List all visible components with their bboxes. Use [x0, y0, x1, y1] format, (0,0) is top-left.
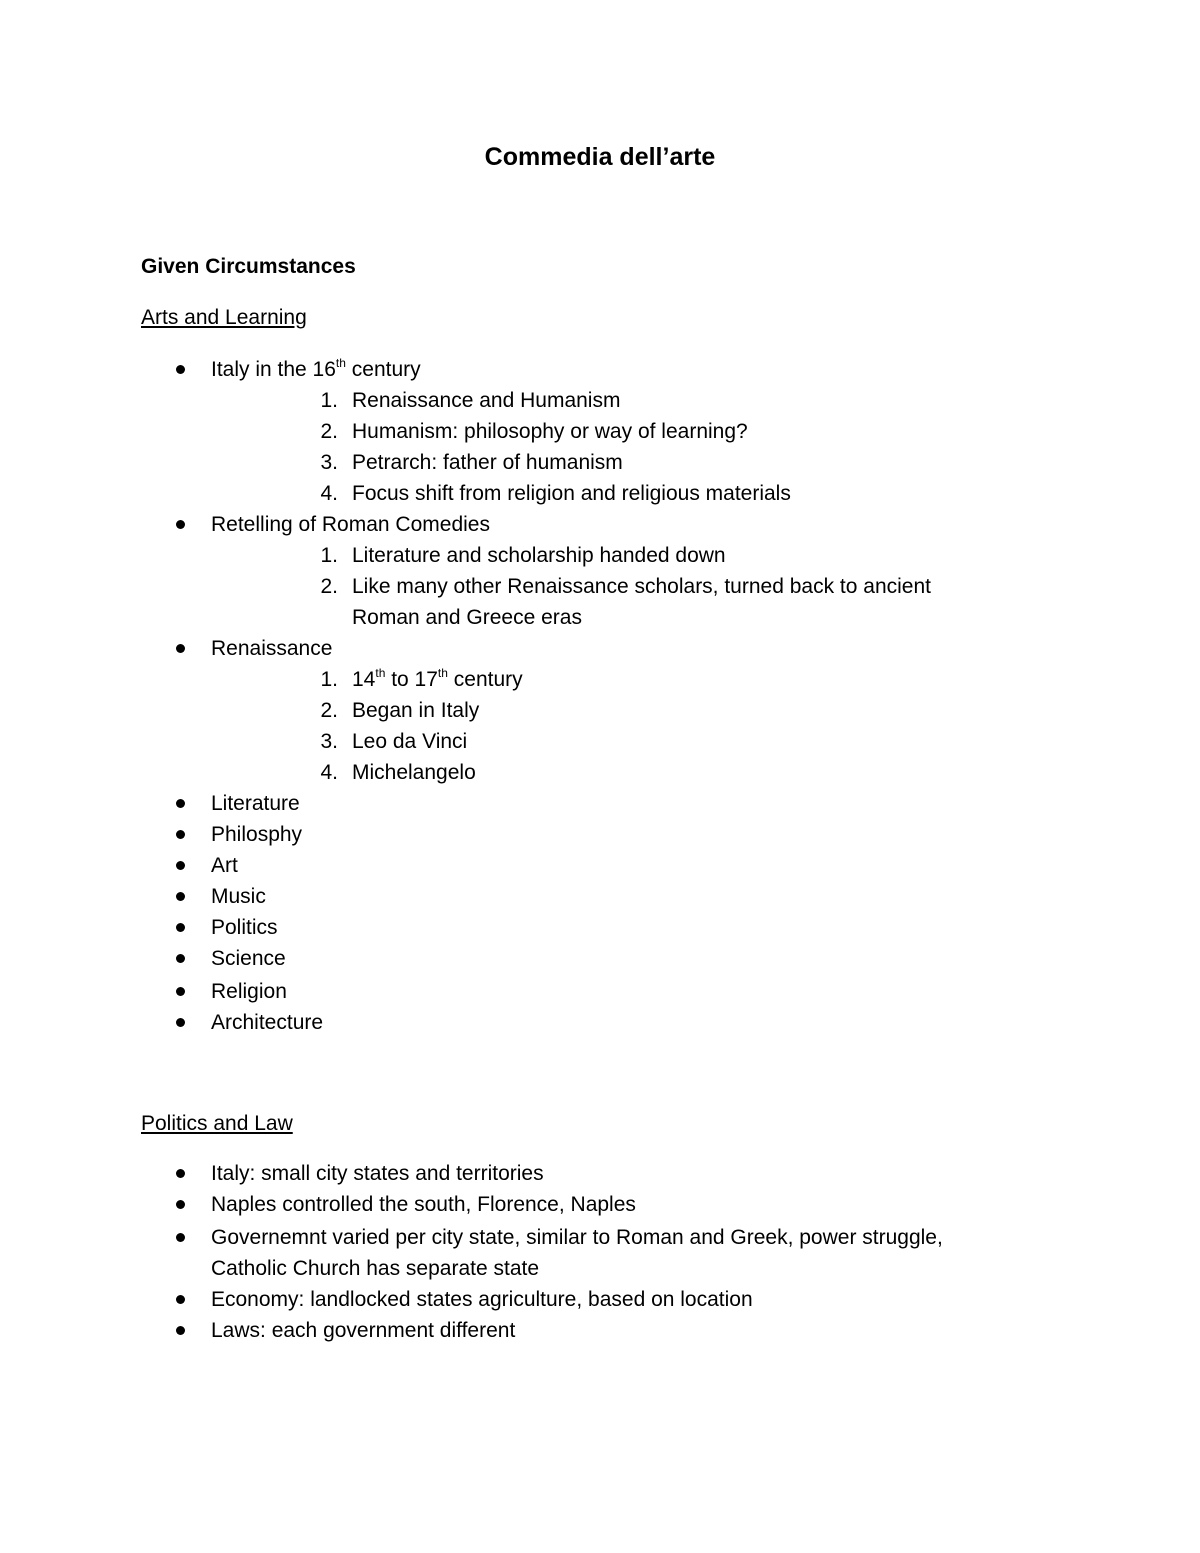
bullet-icon: [176, 1018, 185, 1027]
list-item: Retelling of Roman Comedies: [211, 513, 490, 536]
section-heading: Given Circumstances: [141, 255, 356, 278]
list-item: Architecture: [211, 1011, 324, 1034]
list-item: Italy in the 16th century: [211, 356, 421, 381]
list-number: 3.: [320, 730, 338, 753]
list-number: 1.: [320, 389, 338, 412]
bullet-icon: [176, 365, 185, 374]
list-number: 2.: [320, 699, 338, 722]
bullet-icon: [176, 1326, 185, 1335]
list-item: Renaissance: [211, 637, 333, 660]
bullet-icon: [176, 1200, 185, 1209]
bullet-icon: [176, 1233, 185, 1242]
list-item: Economy: landlocked states agriculture, based on location: [211, 1288, 753, 1311]
list-item: Renaissance and Humanism: [352, 389, 621, 412]
list-item: Science: [211, 947, 286, 970]
list-item-continuation: Roman and Greece eras: [352, 606, 582, 629]
list-number: 1.: [320, 544, 338, 567]
list-item: Philosphy: [211, 823, 303, 846]
arts-learning-heading: Arts and Learning: [141, 306, 307, 329]
list-item: Focus shift from religion and religious materials: [352, 482, 791, 505]
list-item: Literature and scholarship handed down: [352, 544, 726, 567]
list-item: Politics: [211, 916, 278, 939]
list-number: 3.: [320, 451, 338, 474]
list-number: 4.: [320, 761, 338, 784]
bullet-icon: [176, 1169, 185, 1178]
list-item: Humanism: philosophy or way of learning?: [352, 420, 748, 443]
list-item: Naples controlled the south, Florence, Naples: [211, 1193, 636, 1216]
list-item: Italy: small city states and territories: [211, 1162, 544, 1185]
list-item: Began in Italy: [352, 699, 480, 722]
bullet-icon: [176, 799, 185, 808]
list-item: 14th to 17th century: [352, 666, 523, 691]
list-number: 1.: [320, 668, 338, 691]
bullet-icon: [176, 954, 185, 963]
bullet-icon: [176, 1295, 185, 1304]
list-item: Michelangelo: [352, 761, 476, 784]
bullet-icon: [176, 644, 185, 653]
list-item: Like many other Renaissance scholars, turned back to ancient: [352, 575, 931, 598]
politics-law-heading: Politics and Law: [141, 1112, 293, 1135]
bullet-icon: [176, 861, 185, 870]
bullet-icon: [176, 892, 185, 901]
bullet-icon: [176, 830, 185, 839]
page-title: Commedia dell’arte: [484, 143, 716, 171]
list-item: Petrarch: father of humanism: [352, 451, 623, 474]
list-item: Laws: each government different: [211, 1319, 516, 1342]
list-number: 2.: [320, 575, 338, 598]
list-number: 2.: [320, 420, 338, 443]
list-item-continuation: Catholic Church has separate state: [211, 1257, 540, 1280]
list-number: 4.: [320, 482, 338, 505]
list-item: Leo da Vinci: [352, 730, 468, 753]
list-item: Religion: [211, 980, 287, 1003]
list-item: Music: [211, 885, 266, 908]
list-item: Literature: [211, 792, 300, 815]
bullet-icon: [176, 923, 185, 932]
bullet-icon: [176, 520, 185, 529]
list-item: Art: [211, 854, 238, 877]
list-item: Governemnt varied per city state, similar to Roman and Greek, power struggle,: [211, 1226, 943, 1249]
bullet-icon: [176, 987, 185, 996]
